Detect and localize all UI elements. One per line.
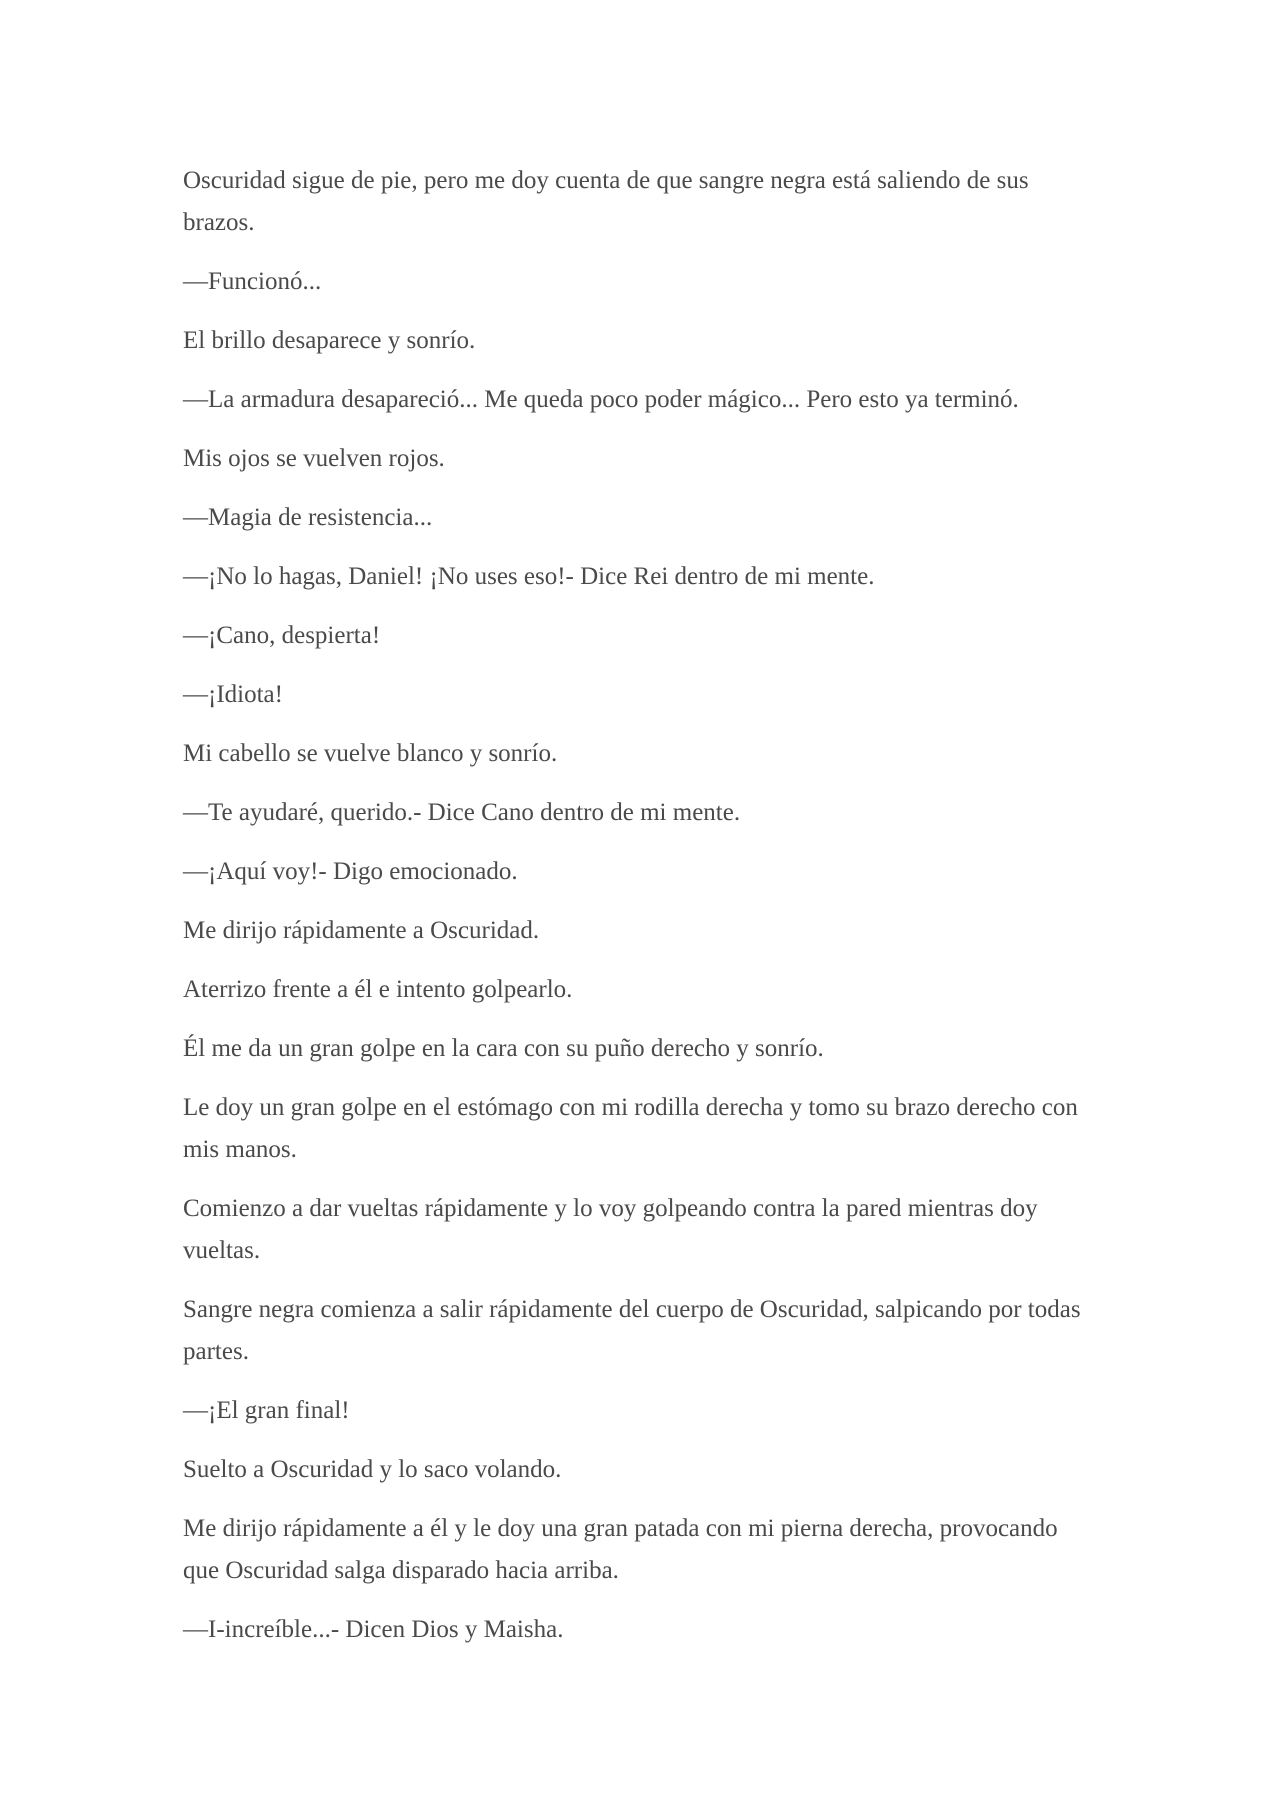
paragraph: —I-increíble...- Dicen Dios y Maisha. (183, 1616, 564, 1643)
paragraph: —Te ayudaré, querido.- Dice Cano dentro de mi mente. (183, 799, 741, 826)
paragraph: Sangre negra comienza a salir rápidamente del cuerpo de Oscuridad, salpicando por todas partes. (183, 1296, 1081, 1365)
paragraph: Le doy un gran golpe en el estómago con mi rodilla derecha y tomo su brazo derecho con mis manos. (183, 1094, 1078, 1163)
paragraph: Aterrizo frente a él e intento golpearlo. (183, 976, 573, 1003)
paragraph: Mi cabello se vuelve blanco y sonrío. (183, 740, 558, 767)
document-page (183, 160, 1093, 1668)
paragraph: —¡Aquí voy!- Digo emocionado. (183, 858, 518, 885)
paragraph: Comienzo a dar vueltas rápidamente y lo voy golpeando contra la pared mientras doy vueltas. (183, 1195, 1038, 1264)
paragraph: —Magia de resistencia... (183, 504, 433, 531)
paragraph: —¡Cano, despierta! (183, 622, 381, 649)
paragraph: —La armadura desapareció... Me queda poco poder mágico... Pero esto ya terminó. (183, 386, 1019, 413)
paragraph: Él me da un gran golpe en la cara con su puño derecho y sonrío. (183, 1035, 824, 1062)
paragraph: El brillo desaparece y sonrío. (183, 327, 476, 354)
paragraph: Oscuridad sigue de pie, pero me doy cuenta de que sangre negra está saliendo de sus brazos. (183, 167, 1029, 236)
paragraph: Mis ojos se vuelven rojos. (183, 445, 445, 472)
paragraph: Me dirijo rápidamente a Oscuridad. (183, 917, 540, 944)
paragraph: Me dirijo rápidamente a él y le doy una gran patada con mi pierna derecha, provocando que Oscuridad salga disparado hacia arriba. (183, 1515, 1058, 1584)
paragraph: —¡No lo hagas, Daniel! ¡No uses eso!- Dice Rei dentro de mi mente. (183, 563, 875, 590)
paragraph: —Funcionó... (183, 268, 322, 295)
paragraph: —¡El gran final! (183, 1397, 350, 1424)
paragraph: —¡Idiota! (183, 681, 283, 708)
paragraph: Suelto a Oscuridad y lo saco volando. (183, 1456, 562, 1483)
